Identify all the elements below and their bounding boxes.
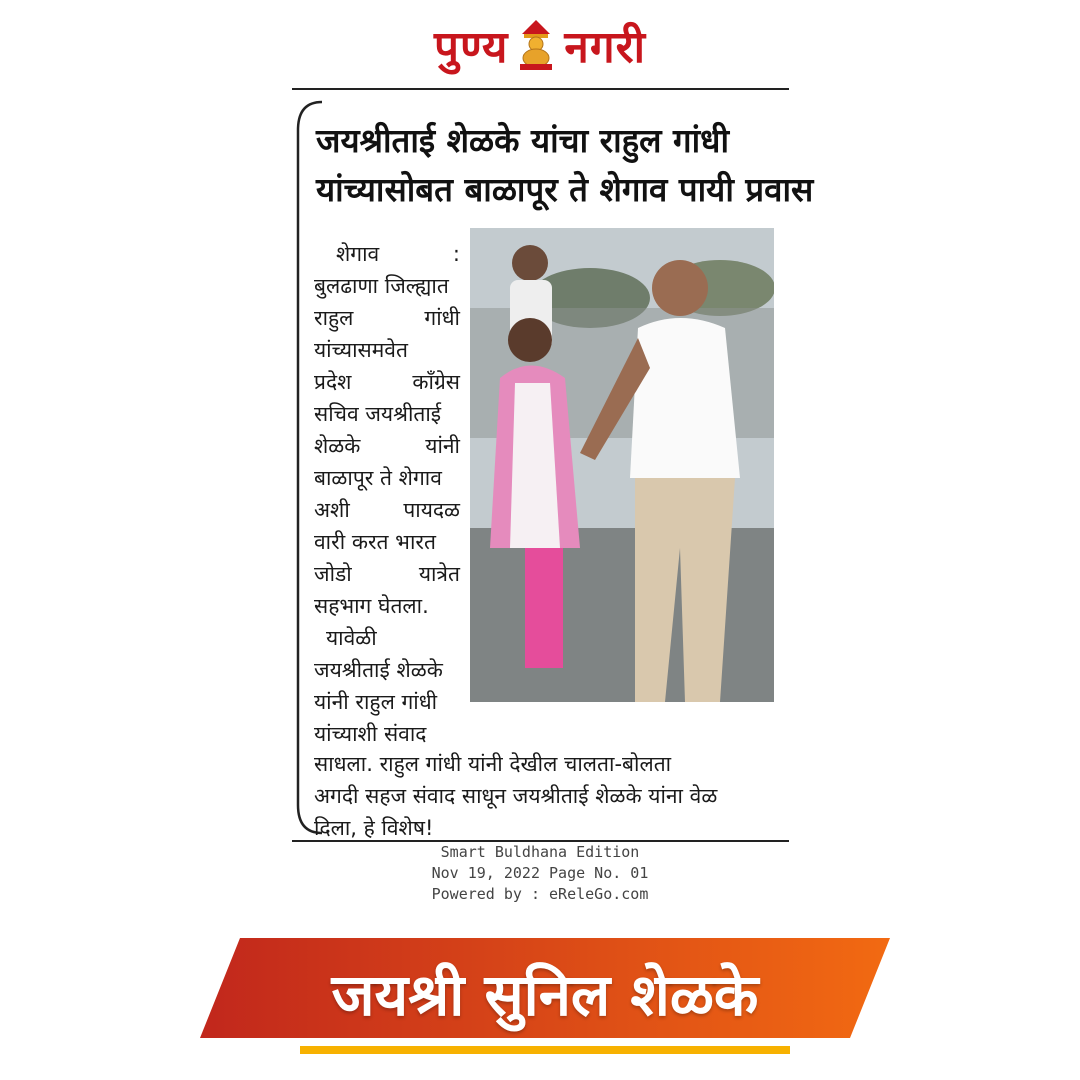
text-span: यांनी राहुल गांधी bbox=[314, 690, 438, 714]
text-span: यावेळी bbox=[326, 626, 377, 650]
edition-date-page: Nov 19, 2022 Page No. 01 bbox=[431, 864, 649, 882]
text-span: अशी bbox=[314, 498, 350, 522]
text-line bbox=[314, 622, 460, 654]
text-span: जयश्रीताई शेळके bbox=[314, 658, 443, 682]
text-line: साधला. राहुल गांधी यांनी देखील चालता-बोलता bbox=[314, 752, 672, 776]
text-line bbox=[314, 718, 460, 750]
deity-emblem-icon bbox=[514, 18, 558, 72]
article-continued-text bbox=[314, 748, 784, 844]
text-span: कॉंग्रेस bbox=[412, 370, 460, 394]
dateline-separator: : bbox=[452, 242, 460, 266]
dateline-place: शेगाव bbox=[336, 242, 380, 266]
text-span: जोडो bbox=[314, 562, 352, 586]
text-span: सहभाग घेतला. bbox=[314, 594, 429, 618]
article-headline bbox=[316, 116, 814, 214]
headline-line: यांच्यासोबत बाळापूर ते शेगाव पायी प्रवास bbox=[316, 170, 814, 209]
text-line bbox=[314, 558, 460, 590]
text-span: प्रदेश bbox=[314, 370, 352, 394]
text-line bbox=[314, 686, 460, 718]
text-line bbox=[314, 590, 460, 622]
edition-powered-by: Powered by : eReleGo.com bbox=[431, 885, 649, 903]
text-span: राहुल bbox=[314, 306, 354, 330]
edition-info bbox=[290, 842, 790, 905]
text-line: अगदी सहज संवाद साधून जयश्रीताई शेळके यांना वेळ bbox=[314, 784, 718, 808]
text-span: यांनी bbox=[425, 434, 460, 458]
text-span: बाळापूर ते शेगाव bbox=[314, 466, 442, 490]
text-span: यांच्याशी संवाद bbox=[314, 722, 427, 746]
text-line bbox=[314, 494, 460, 526]
text-line bbox=[314, 334, 460, 366]
text-line bbox=[314, 302, 460, 334]
edition-name: Smart Buldhana Edition bbox=[440, 843, 640, 861]
dateline bbox=[314, 238, 460, 270]
text-line: दिला, हे विशेष! bbox=[314, 816, 434, 840]
text-span: सचिव जयश्रीताई bbox=[314, 402, 442, 426]
text-line bbox=[314, 654, 460, 686]
newspaper-masthead bbox=[0, 10, 1080, 80]
text-span: बुलढाणा जिल्ह्यात bbox=[314, 274, 449, 298]
text-span: यात्रेत bbox=[418, 562, 460, 586]
name-banner-text: जयश्री सुनिल शेळके bbox=[331, 960, 759, 1029]
text-span: शेळके bbox=[314, 434, 361, 458]
article-column-text bbox=[314, 238, 460, 750]
text-line bbox=[314, 366, 460, 398]
photo-illustration bbox=[470, 228, 774, 702]
text-span: यांच्यासमवेत bbox=[314, 338, 408, 362]
text-line bbox=[314, 526, 460, 558]
text-line bbox=[314, 430, 460, 462]
clipping-top-rule bbox=[292, 88, 789, 90]
text-line bbox=[314, 270, 460, 302]
masthead-right-word: नगरी bbox=[564, 22, 646, 73]
text-span: पायदळ bbox=[403, 498, 460, 522]
text-line bbox=[314, 462, 460, 494]
masthead-left-word: पुण्य bbox=[433, 22, 509, 73]
headline-line: जयश्रीताई शेळके यांचा राहुल गांधी bbox=[316, 121, 730, 160]
text-span: गांधी bbox=[424, 306, 460, 330]
article-photo bbox=[470, 228, 774, 702]
text-line bbox=[314, 398, 460, 430]
text-span: वारी करत भारत bbox=[314, 530, 436, 554]
